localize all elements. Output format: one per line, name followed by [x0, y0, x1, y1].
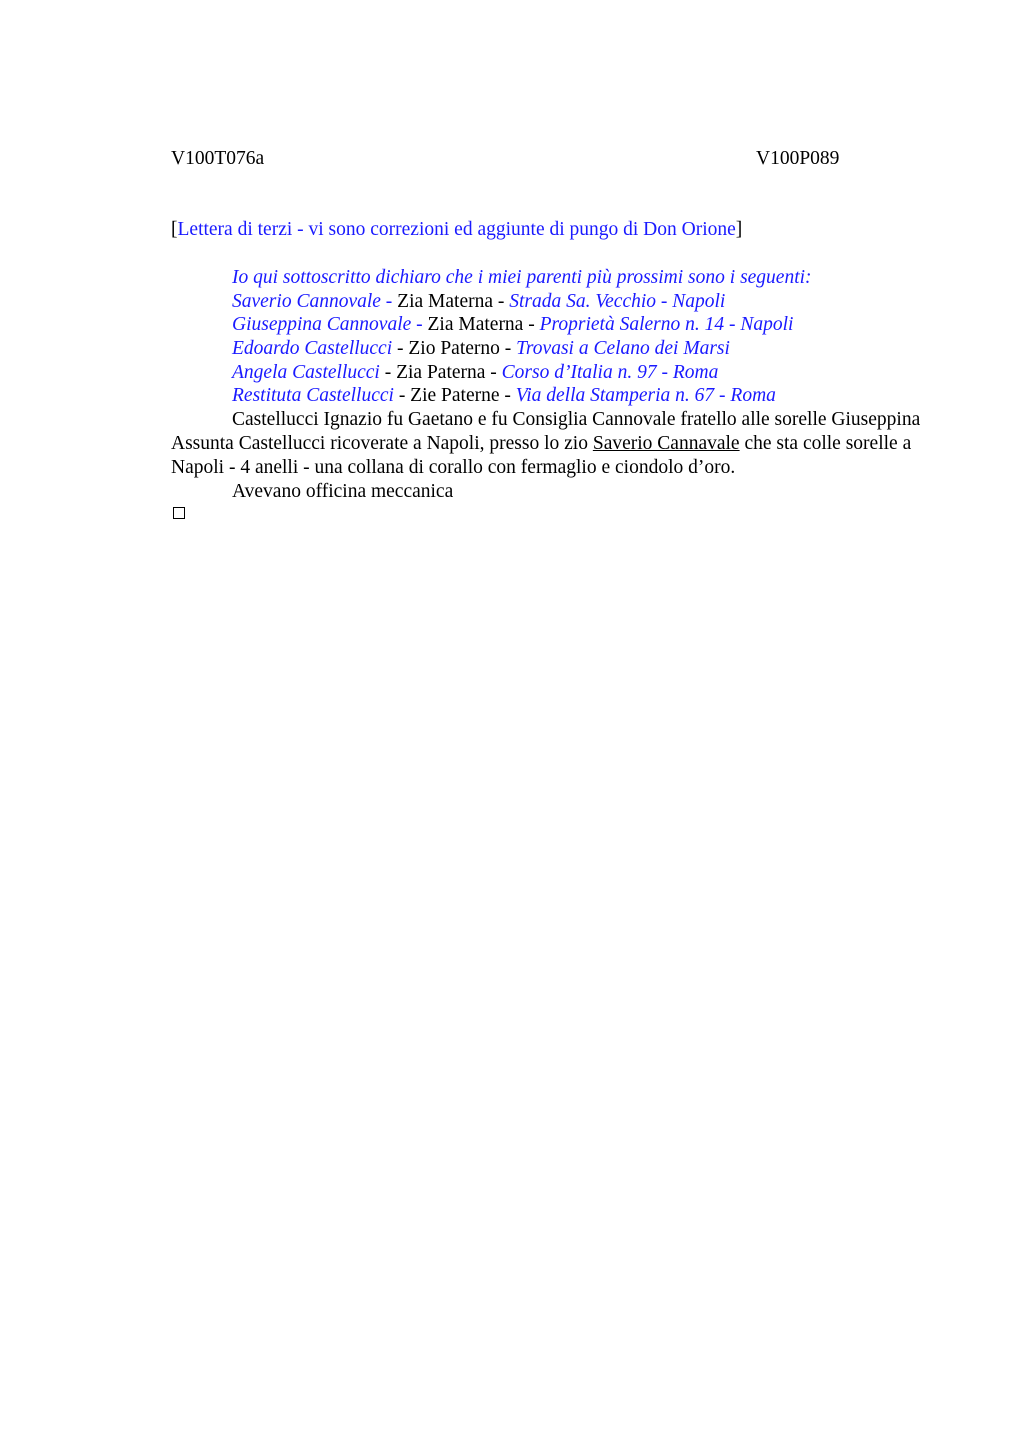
- relative-name: Saverio Cannovale -: [232, 290, 398, 312]
- relative-row: [232, 361, 812, 385]
- relative-address: Trovasi a Celano dei Marsi: [516, 338, 730, 360]
- body-paragraph: [171, 408, 931, 480]
- relative-address: Proprietà Salerno n. 14 - Napoli: [539, 314, 794, 336]
- note-open-bracket: [: [171, 219, 178, 240]
- paragraph-text-end: che sta colle sorelle a Napoli - 4 anelli - una collana di corallo con fermaglio e ciondolo d’oro.: [171, 433, 912, 478]
- relative-relation: Zia Materna -: [397, 290, 510, 312]
- note-text: Lettera di terzi - vi sono correzioni ed aggiunte di pungo di Don Orione: [177, 219, 736, 240]
- underlined-name: Saverio Cannavale: [592, 433, 740, 454]
- note-close-bracket: ]: [735, 219, 743, 240]
- relative-relation: Zia Materna -: [427, 314, 540, 336]
- relative-row: [232, 384, 812, 408]
- relative-name: Edoardo Castellucci: [232, 338, 393, 360]
- relative-address: Strada Sa. Vecchio - Napoli: [509, 290, 726, 312]
- relative-relation: - Zie Paterne -: [393, 385, 516, 407]
- relative-relation: - Zio Paterno -: [392, 338, 517, 360]
- document-code-right: V100P089: [756, 148, 840, 169]
- relative-relation: - Zia Paterna -: [379, 361, 502, 383]
- relative-address: Via della Stamperia n. 67 - Roma: [515, 385, 776, 407]
- relative-name: Angela Castellucci: [232, 361, 380, 383]
- relative-address: Corso d’Italia n. 97 - Roma: [501, 361, 719, 383]
- document-code-left: V100T076a: [171, 148, 265, 169]
- relative-row: [232, 290, 812, 314]
- declaration-line: Io qui sottoscritto dichiaro che i miei parenti più prossimi sono i seguenti:: [232, 267, 812, 288]
- paragraph-text-start: Castellucci Ignazio fu Gaetano e fu Consiglia Cannovale fratello alle sorelle Giuseppina Assunta Castellucci ricoverate a Napoli, presso lo zio: [171, 409, 921, 454]
- relative-name: Giuseppina Cannovale -: [232, 314, 428, 336]
- relatives-list: [232, 266, 812, 408]
- relative-name: Restituta Castellucci: [232, 385, 394, 407]
- relative-row: [232, 337, 812, 361]
- closing-paragraph: Avevano officina meccanica: [232, 481, 454, 502]
- checkbox-square-icon: [173, 507, 185, 519]
- editorial-note: [171, 218, 742, 242]
- relative-row: [232, 313, 812, 337]
